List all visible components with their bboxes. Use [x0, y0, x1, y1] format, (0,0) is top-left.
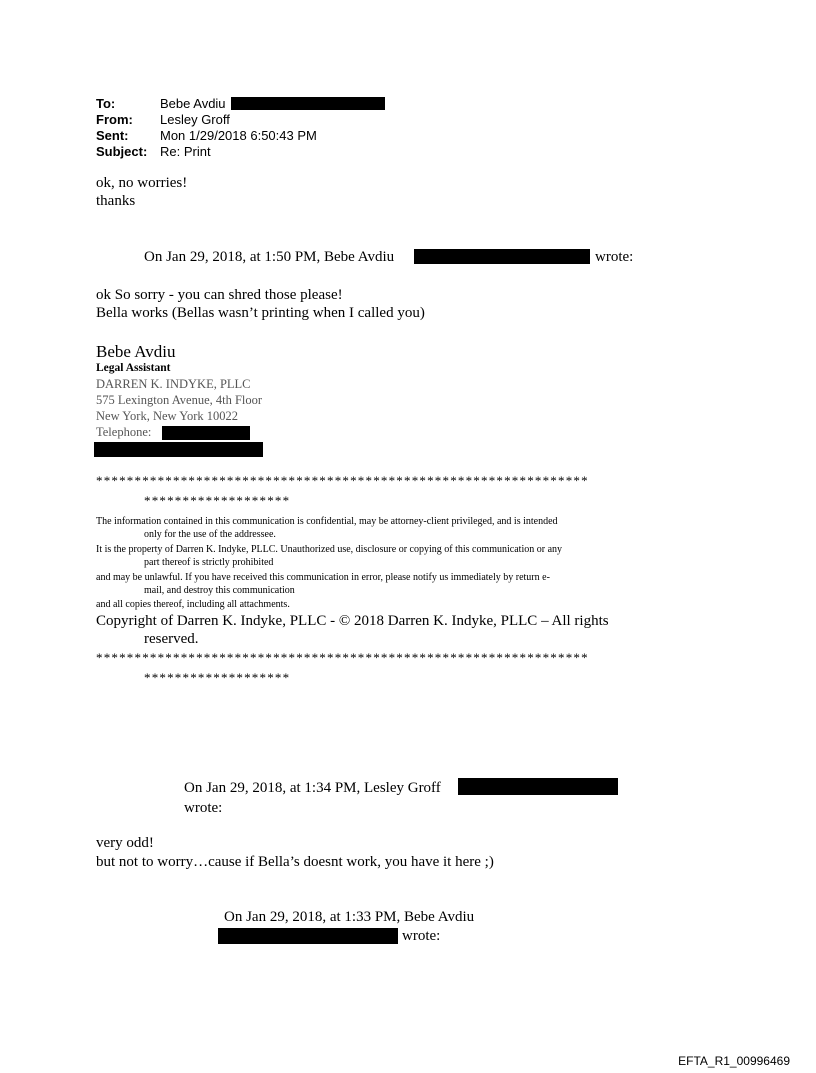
- disclaimer-copyright-b: reserved.: [144, 631, 199, 647]
- body-line-1: ok, no worries!: [96, 175, 188, 191]
- signature-title: Legal Assistant: [96, 362, 171, 374]
- signature-address-1: 575 Lexington Avenue, 4th Floor: [96, 393, 263, 407]
- signature-address-2: New York, New York 10022: [96, 409, 239, 423]
- redaction-to-email: [231, 97, 385, 110]
- from-value: Lesley Groff: [160, 112, 230, 127]
- quote1-wrote: wrote:: [595, 249, 634, 265]
- disclaimer-p2a: It is the property of Darren K. Indyke, PLLC. Unauthorized use, disclosure or copying of this communication or any: [96, 544, 563, 555]
- disclaimer-p3a: and may be unlawful. If you have received this communication in error, please notify us immediately by return e-: [96, 572, 550, 583]
- disclaimer-p2b: part thereof is strictly prohibited: [144, 557, 274, 568]
- header-to: [96, 96, 226, 112]
- document-id: EFTA_R1_00996469: [678, 1054, 790, 1068]
- subject-label: Subject:: [96, 144, 148, 159]
- to-label: To:: [96, 96, 116, 111]
- disclaimer-p1b: only for the use of the addressee.: [144, 529, 276, 540]
- quote1-line-2: Bella works (Bellas wasn’t printing when I called you): [96, 305, 425, 321]
- redaction-email-line: [94, 442, 263, 457]
- quote1-line-1: ok So sorry - you can shred those please!: [96, 287, 343, 303]
- quote1-attribution: On Jan 29, 2018, at 1:50 PM, Bebe Avdiu: [144, 249, 395, 265]
- header-from: [96, 112, 230, 128]
- redaction-quote2-email: [458, 778, 618, 795]
- quote2-wrote: wrote:: [184, 800, 223, 816]
- from-label: From:: [96, 112, 133, 127]
- header-subject: [96, 144, 211, 160]
- redaction-telephone: [162, 426, 250, 440]
- signature-telephone: Telephone:: [96, 425, 152, 439]
- redaction-quote3-email: [218, 928, 398, 944]
- body-line-2: thanks: [96, 193, 136, 209]
- disclaimer-stars-short-bottom: *******************: [144, 670, 291, 685]
- disclaimer-stars-short-top: *******************: [144, 493, 291, 508]
- quote2-line-1: very odd!: [96, 835, 154, 851]
- disclaimer-stars-long-bottom: ****************************************************************: [96, 650, 589, 665]
- signature-name: Bebe Avdiu: [96, 342, 176, 361]
- disclaimer-p4: and all copies thereof, including all attachments.: [96, 599, 290, 610]
- sent-value: Mon 1/29/2018 6:50:43 PM: [160, 128, 317, 143]
- quote2-line-2: but not to worry…cause if Bella’s doesnt work, you have it here ;): [96, 854, 494, 870]
- disclaimer-p3b: mail, and destroy this communication: [144, 585, 295, 596]
- subject-value: Re: Print: [160, 144, 211, 159]
- signature-firm: DARREN K. INDYKE, PLLC: [96, 377, 251, 391]
- quote3-wrote: wrote:: [402, 928, 441, 944]
- to-value: Bebe Avdiu: [160, 96, 226, 111]
- quote3-attribution: On Jan 29, 2018, at 1:33 PM, Bebe Avdiu: [224, 909, 475, 925]
- redaction-quote1-email: [414, 249, 590, 264]
- quote2-attribution: On Jan 29, 2018, at 1:34 PM, Lesley Groff: [184, 780, 441, 796]
- disclaimer-stars-long-top: ****************************************************************: [96, 473, 589, 488]
- sent-label: Sent:: [96, 128, 129, 143]
- disclaimer-copyright-a: Copyright of Darren K. Indyke, PLLC - © 2018 Darren K. Indyke, PLLC – All rights: [96, 613, 609, 629]
- header-sent: [96, 128, 317, 144]
- disclaimer-p1a: The information contained in this communication is confidential, may be attorney-client privileged, and is intended: [96, 516, 558, 527]
